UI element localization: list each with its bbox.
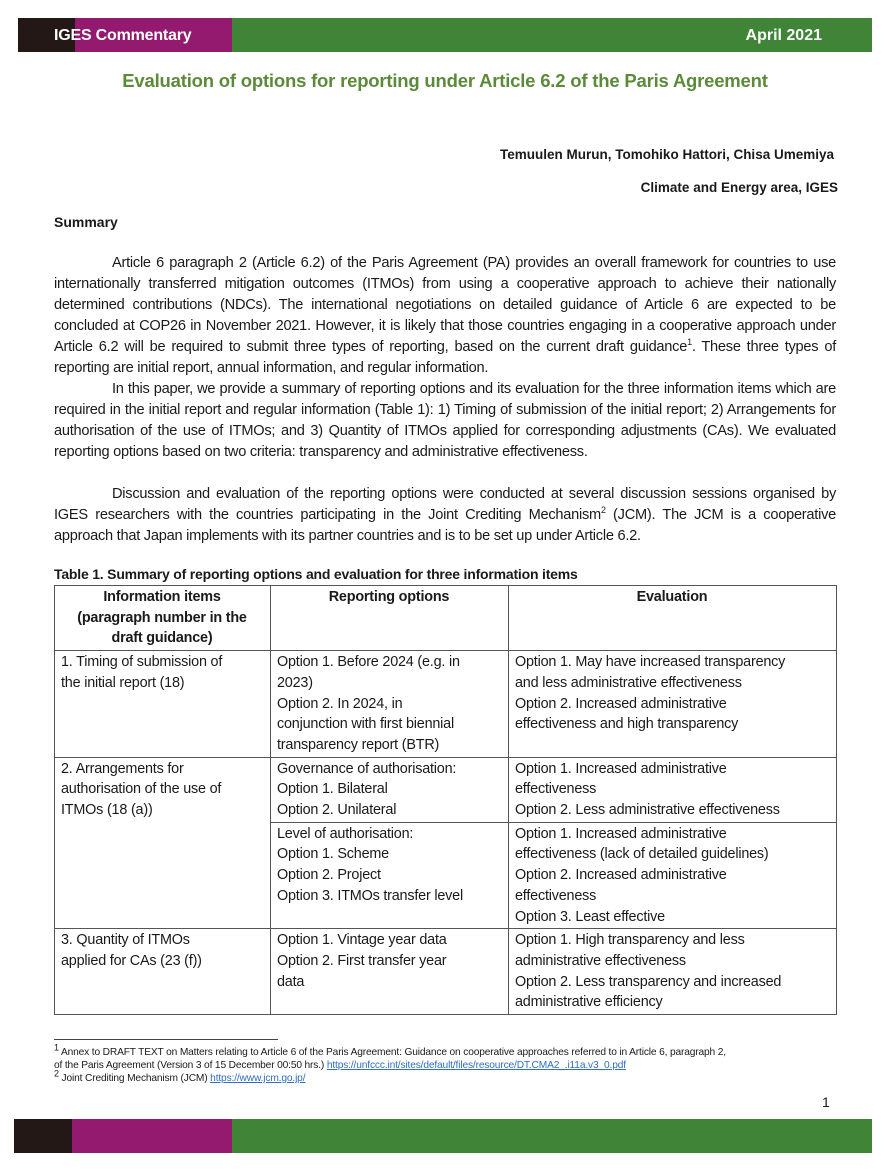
cell-information-item [55,757,271,929]
footnote-2-link[interactable]: https://www.jcm.go.jp/ [210,1073,306,1084]
cell-line: Option 1. Increased administrative [515,825,727,842]
paragraph-text: Article 6 paragraph 2 (Article 6.2) of the Paris Agreement (PA) provides an overall framework for countries to use internationally transferred mitigation outcomes (ITMOs) from using a cooperative approach to achieve their nationally determined contributions (NDCs). The international negotiations on detailed guidance of Article 6 are expected to be concluded at COP26 in November 2021. However, it is likely that those countries engaging in a cooperative approach under Article 6.2 will be required to submit three types of reporting, based on the current draft guidance [54,255,836,355]
cell-line: effectiveness (lack of detailed guidelines) [515,846,769,863]
cell-line: Option 1. Vintage year data [277,932,447,949]
document-title: Evaluation of options for reporting under Article 6.2 of the Paris Agreement [122,70,768,91]
cell-line: transparency report (BTR) [277,736,440,753]
footnote-ref-2[interactable]: 2 [600,505,606,516]
cell-line: administrative efficiency [515,994,663,1011]
header-bar-green-segment [232,18,872,52]
affiliation: Climate and Energy area, IGES [640,180,838,195]
cell-reporting-options [271,822,509,929]
cell-line: 2023) [277,674,313,691]
cell-line: 2. Arrangements for [61,760,184,777]
footnote-separator [54,1039,278,1040]
paragraph-text: (JCM). The JCM is a cooperative approach that Japan implements with its partner countries and is to be set up under Article 6.2. [54,507,836,544]
cell-line: the initial report (18) [61,674,185,691]
table-row [55,929,837,1015]
cell-line: Option 3. Least effective [515,908,665,925]
footer-bar-green-segment [232,1119,872,1153]
cell-line: effectiveness [515,781,597,798]
cell-reporting-options [271,651,509,758]
cell-evaluation [509,651,837,758]
header-information-items [55,586,271,651]
cell-line: Option 2. Less administrative effectiveness [515,802,780,819]
cell-line: Option 1. May have increased transparency [515,654,786,671]
cell-line: Option 1. Bilateral [277,781,388,798]
table-header-row [55,586,837,651]
summary-paragraph-3 [54,484,836,547]
summary-heading: Summary [54,214,118,230]
cell-line: effectiveness [515,887,597,904]
footer-bar-dark-segment [14,1119,72,1153]
footnote-1 [54,1042,854,1059]
footnote-2 [54,1068,854,1085]
cell-line: data [277,973,305,990]
cell-line: Option 1. Increased administrative [515,760,727,777]
summary-paragraph-2 [54,379,836,463]
footnote-1-link[interactable]: https://unfccc.int/sites/default/files/resource/DT.CMA2_.i11a.v3_0.pdf [326,1060,626,1071]
header-evaluation: Evaluation [509,586,837,651]
footnote-text: Annex to DRAFT TEXT on Matters relating to Article 6 of the Paris Agreement: Guidance on cooperative approaches referred to in Article 6, paragraph 2, [58,1047,726,1058]
footnote-text: Joint Crediting Mechanism (JCM) [58,1073,211,1084]
cell-evaluation [509,929,837,1015]
summary-table [54,585,837,1015]
header-line: (paragraph number in the [77,609,247,626]
cell-line: 1. Timing of submission of [61,654,223,671]
table-row [55,757,837,822]
table-row [55,651,837,758]
cell-line: Option 2. In 2024, in [277,695,403,712]
paragraph-text: . These three types of reporting are initial report, annual information, and regular information. [54,339,836,376]
cell-line: Option 1. Scheme [277,846,389,863]
cell-line: administrative effectiveness [515,952,686,969]
header-bar-purple-segment [54,18,232,52]
cell-line: Option 1. Before 2024 (e.g. in [277,654,460,671]
cell-line: Level of authorisation: [277,825,414,842]
cell-line: ITMOs (18 (a)) [61,802,153,819]
footnote-text: of the Paris Agreement (Version 3 of 15 December 00:50 hrs.) [54,1060,327,1071]
footnote-number: 1 [54,1042,59,1053]
footnote-ref-1[interactable]: 1 [687,337,692,348]
cell-line: Option 3. ITMOs transfer level [277,887,463,904]
header-line: draft guidance) [111,630,213,647]
cell-line: conjunction with first biennial [277,716,454,733]
cell-line: authorisation of the use of [61,781,222,798]
footer-bar-purple-segment [72,1119,232,1153]
cell-line: Option 2. Unilateral [277,802,397,819]
paragraph-text: In this paper, we provide a summary of reporting options and its evaluation for the three information items which are required in the initial report and regular information (Table 1): 1) Timing of submission of the initial report; 2) Arrangements for authorisation of the use of ITMOs; and 3) Quantity of ITMOs applied for corresponding adjustments (CAs). We evaluated reporting options based on two criteria: transparency and administrative effectiveness. [54,381,836,460]
cell-line: and less administrative effectiveness [515,674,742,691]
cell-line: 3. Quantity of ITMOs [61,932,190,949]
cell-line: Option 2. Increased administrative [515,695,727,712]
cell-line: Option 2. Less transparency and increased [515,973,782,990]
cell-information-item [55,651,271,758]
cell-line: Governance of authorisation: [277,760,457,777]
paragraph-text: Discussion and evaluation of the reporting options were conducted at several discussion sessions organised by IGES researchers with the countries participating in the Joint Crediting Mechanism [54,486,836,523]
header-reporting-options: Reporting options [271,586,509,651]
footnotes [54,1042,854,1085]
series-label: IGES Commentary [54,27,192,44]
authors: Temuulen Murun, Tomohiko Hattori, Chisa Umemiya [499,147,834,162]
footer-bar [14,1119,872,1153]
table-caption: Table 1. Summary of reporting options and evaluation for three information items [54,566,578,582]
cell-line: Option 2. First transfer year [277,952,447,969]
cell-line: Option 1. High transparency and less [515,932,745,949]
summary-paragraph-1 [54,253,836,379]
cell-information-item [55,929,271,1015]
cell-line: applied for CAs (23 (f)) [61,952,202,969]
cell-line: Option 2. Project [277,867,381,884]
header-line: Information items [103,589,221,605]
cell-evaluation [509,822,837,929]
cell-evaluation [509,757,837,822]
cell-reporting-options [271,757,509,822]
cell-line: effectiveness and high transparency [515,716,739,733]
publication-date: April 2021 [745,27,822,44]
header-bar [18,18,872,52]
footnote-number: 2 [54,1068,59,1079]
page-number: 1 [822,1094,830,1110]
cell-line: Option 2. Increased administrative [515,867,727,884]
cell-reporting-options [271,929,509,1015]
footnote-1-cont [54,1059,854,1072]
